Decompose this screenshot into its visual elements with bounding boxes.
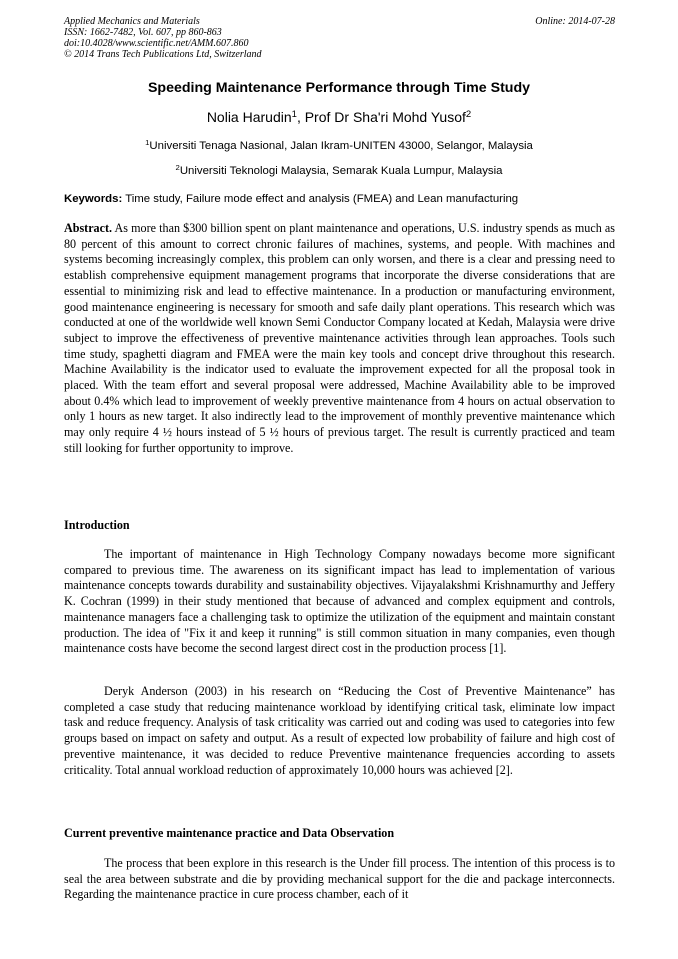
author-line: [0, 109, 678, 125]
abstract-label: Abstract.: [64, 221, 113, 235]
keywords-label: Keywords:: [64, 193, 123, 205]
paper-title: Speeding Maintenance Performance through Time Study: [147, 80, 531, 96]
author-2: Prof Dr Sha'ri Mohd Yusof: [304, 109, 466, 125]
affiliation-2: [0, 162, 678, 177]
author-1-affil-mark: 1: [291, 108, 297, 120]
abstract: [64, 221, 615, 457]
current-practice-heading: Current preventive maintenance practice and Data Observation: [64, 826, 395, 840]
journal-name: Applied Mechanics and Materials: [64, 16, 200, 27]
abstract-text: As more than $300 billion spent on plant maintenance and operations, U.S. industry spends as much as 80 percent of this amount to correct chronic failures of machines, systems, and people. With machines and systems becoming increasingly complex, this problem can only worsen, and there is a clear and pressing need to establish comprehensive equipment management programs that incorporate the diverse considerations that are essential to minimizing risk and lead to effective maintenance. In a production or manufacturing environment, good maintenance engineering is necessary for smooth and safe daily plant operations. This research which was conducted at one of the worldwide well known Semi Conductor Company located at Kedah, Malaysia were drive subject to improve the effectiveness of preventive maintenance activities through lean approaches. Tools such time study, spaghetti diagram and FMEA were the main key tools and concept drive throughout this research. Machine Availability is the indicator used to evaluate the improvement expected for all the proposal took in placed. With the team effort and several proposal were addressed, Machine Availability able to be improved about 0.4% which lead to improvement of weekly preventive maintenance from 4 hours on actual observation to only 1 hours as new target. It also indirectly lead to the improvement of monthly preventive maintenance which may only require 4 ½ hours instead of 5 ½ hours of previous target. The result is currently practiced and team still looking for further opportunity to improve.: [64, 221, 615, 455]
author-1: Nolia Harudin: [206, 109, 292, 125]
introduction-heading: Introduction: [64, 518, 130, 532]
issn-line: ISSN: 1662-7482, Vol. 607, pp 860-863: [64, 27, 222, 38]
introduction-paragraph-2: Deryk Anderson (2003) in his research on “Reducing the Cost of Preventive Maintenance” has completed a case study that reducing maintenance workload by identifying critical task, eliminate low impact task and reduce frequency. Analysis of task criticality was carried out and coding was used to categories into few groups based on impact on safety and output. As a result of expected low probability of failure and high cost of preventive maintenance, it was decided to reduce Preventive maintenance frequencies according to assets criticality. Total annual workload reduction of approximately 10,000 hours was achieved [2].: [64, 684, 615, 777]
affiliation-2-text: Universiti Teknologi Malaysia, Semarak Kuala Lumpur, Malaysia: [179, 165, 503, 177]
online-date: Online: 2014-07-28: [535, 16, 615, 27]
affiliation-1-mark: 1: [145, 137, 150, 147]
author-2-affil-mark: 2: [465, 108, 472, 120]
affiliation-1: [0, 137, 678, 152]
current-practice-paragraph-1: The process that been explore in this research is the Under fill process. The intention of this process is to seal the area between substrate and die by providing mechanical support for the die and package interconnects. Regarding the maintenance practice in cure process chamber, each of it: [64, 856, 615, 902]
copyright-line: © 2014 Trans Tech Publications Ltd, Switzerland: [64, 49, 262, 60]
doi-line: doi:10.4028/www.scientific.net/AMM.607.860: [64, 38, 249, 49]
affiliation-1-text: Universiti Tenaga Nasional, Jalan Ikram-UNITEN 43000, Selangor, Malaysia: [149, 140, 533, 152]
affiliation-2-mark: 2: [175, 162, 180, 172]
author-separator: ,: [296, 109, 305, 125]
keywords-text: Time study, Failure mode effect and analysis (FMEA) and Lean manufacturing: [122, 193, 519, 205]
introduction-paragraph-1: The important of maintenance in High Technology Company nowadays become more significant compared to previous time. The awareness on its significant impact has lead to implementation of various maintenance concepts towards durability and sustainability objectives. Vijayalakshmi Krishnamurthy and Jeffery K. Cochran (1999) in their study mentioned that because of advanced and complex equipment and controls, maintenance managers face a challenging task to optimize the utilization of the equipment and maintain constant production. The idea of "Fix it and keep it running" is still common situation in many companies, even though maintenance costs have become the second largest direct cost in the production process [1].: [64, 547, 615, 656]
journal-header: [64, 16, 615, 60]
keywords: [64, 193, 615, 205]
